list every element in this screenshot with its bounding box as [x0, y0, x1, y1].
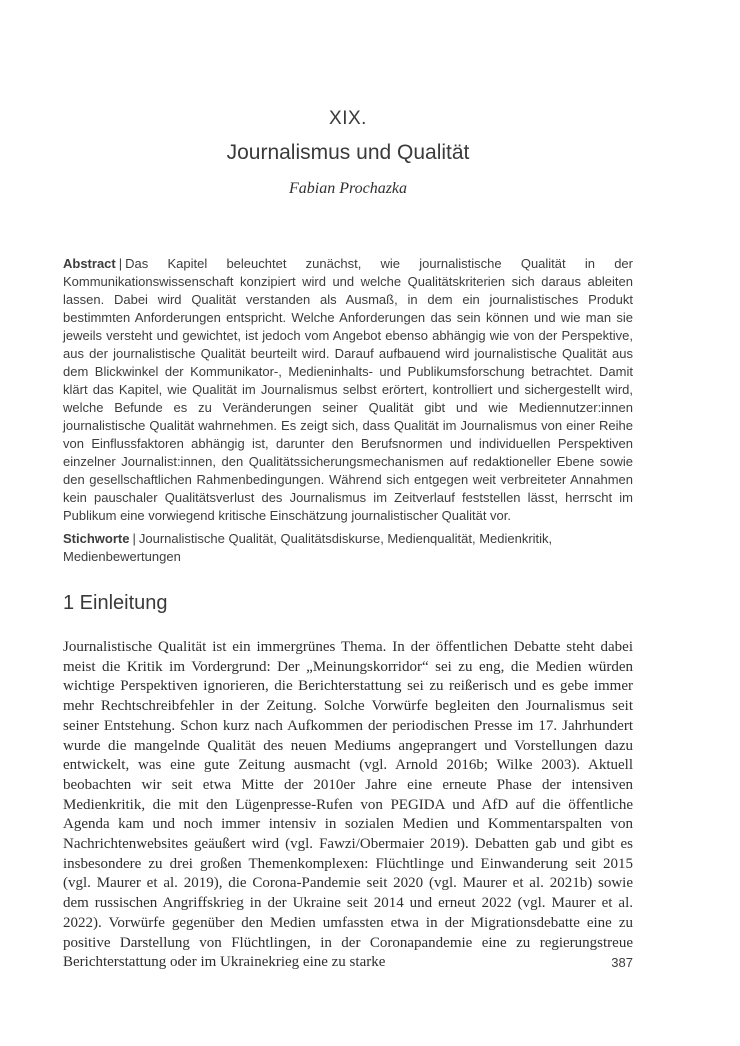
abstract-paragraph	[63, 255, 633, 525]
abstract-text: Das Kapitel beleuchtet zunächst, wie journalistische Qualität in der Kommunikationswissenschaft konzipiert wird und welche Qualitätskriterien sich daraus ableiten lassen. Dabei wird Qualität verstanden als Ausmaß, in dem ein journalistisches Produkt bestimmten Anforderungen entspricht. Welche Anforderungen das sein können und wie man sie jeweils versteht und gewichtet, ist jedoch vom Angebot ebenso abhängig wie von der Perspektive, aus der journalistische Qualität beurteilt wird. Darauf aufbauend wird journalistische Qualität aus dem Blickwinkel der Kommunikator-, Medieninhalts- und Publikumsforschung betrachtet. Damit klärt das Kapitel, wie Qualität im Journalismus selbst erörtert, kontrolliert und sichergestellt wird, welche Befunde es zu Veränderungen seiner Qualität gibt und wie Mediennutzer:innen journalistische Qualität wahrnehmen. Es zeigt sich, dass Qualität im Journalismus von einer Reihe von Einflussfaktoren abhängig ist, darunter den Berufsnormen und individuellen Perspektiven einzelner Journalist:innen, den Qualitätssicherungsmechanismen auf redaktioneller Ebene sowie den gesellschaftlichen Rahmenbedingungen. Während sich entgegen weit verbreiteter Annahmen kein pauschaler Qualitätsverlust des Journalismus im Zeitverlauf feststellen lässt, herrscht im Publikum eine vorwiegend kritische Einschätzung journalistischer Qualität vor.	[63, 256, 633, 523]
keywords-label: Stichworte	[63, 531, 130, 546]
keywords-separator: |	[132, 531, 136, 546]
keywords-text: Journalistische Qualität, Qualitätsdiskurse, Medienqualität, Medienkritik, Medienbewertungen	[63, 531, 553, 564]
chapter-author: Fabian Prochazka	[288, 180, 408, 197]
introduction-body	[63, 638, 633, 973]
chapter-title: Journalismus und Qualität	[226, 141, 470, 164]
abstract-separator: |	[118, 256, 123, 271]
keywords-section	[63, 530, 633, 566]
abstract-section	[63, 255, 633, 525]
body-paragraph-text: Journalistische Qualität ist ein immergrünes Thema. In der öffentlichen Debatte steht dabei meist die Kritik im Vordergrund: Der „Meinungskorridor“ sei zu eng, die Medien würden wichtige Perspektiven ignorieren, die Berichterstattung sei zu reißerisch und es gebe immer mehr Rechtschreibfehler in der Zeitung. Solche Vorwürfe begleiten den Journalismus seit seiner Entstehung. Schon kurz nach Aufkommen der periodischen Presse im 17. Jahrhundert wurde die mangelnde Qualität des neuen Mediums angeprangert und Vorstellungen dazu entwickelt, was eine gute Zeitung ausmacht (vgl. Arnold 2016b; Wilke 2003). Aktuell beobachten wir seit etwa Mitte der 2010er Jahre eine erneute Phase der intensiven Medienkritik, die mit den Lügenpresse-Rufen von PEGIDA und AfD auf die öffentliche Agenda kam und noch immer intensiv in sozialen Medien und Kommentarspalten von Nachrichtenwebsites geäußert wird (vgl. Fawzi/Obermaier 2019). Debatten gab und gibt es insbesondere zu drei großen Themenkomplexen: Flüchtlinge und Einwanderung seit 2015 (vgl. Maurer et al. 2019), die Corona-Pandemie seit 2020 (vgl. Maurer et al. 2021b) sowie dem russischen Angriffskrieg in der Ukraine seit 2014 und erneut 2022 (vgl. Maurer et al. 2022). Vorwürfe gegenüber den Medien umfassten etwa in der Migrationsdebatte eine zu positive Darstellung von Flüchtlingen, in der Coronapandemie eine zu regierungstreue Berichterstattung oder im Ukrainekrieg eine zu starke	[63, 639, 633, 971]
keywords-paragraph	[63, 530, 633, 566]
chapter-header	[63, 108, 633, 198]
page-number: 387	[611, 955, 633, 970]
page-footer	[63, 955, 633, 970]
chapter-number: XIX.	[329, 108, 367, 129]
section-heading-einleitung: 1 Einleitung	[63, 592, 168, 614]
abstract-label: Abstract	[63, 256, 116, 271]
